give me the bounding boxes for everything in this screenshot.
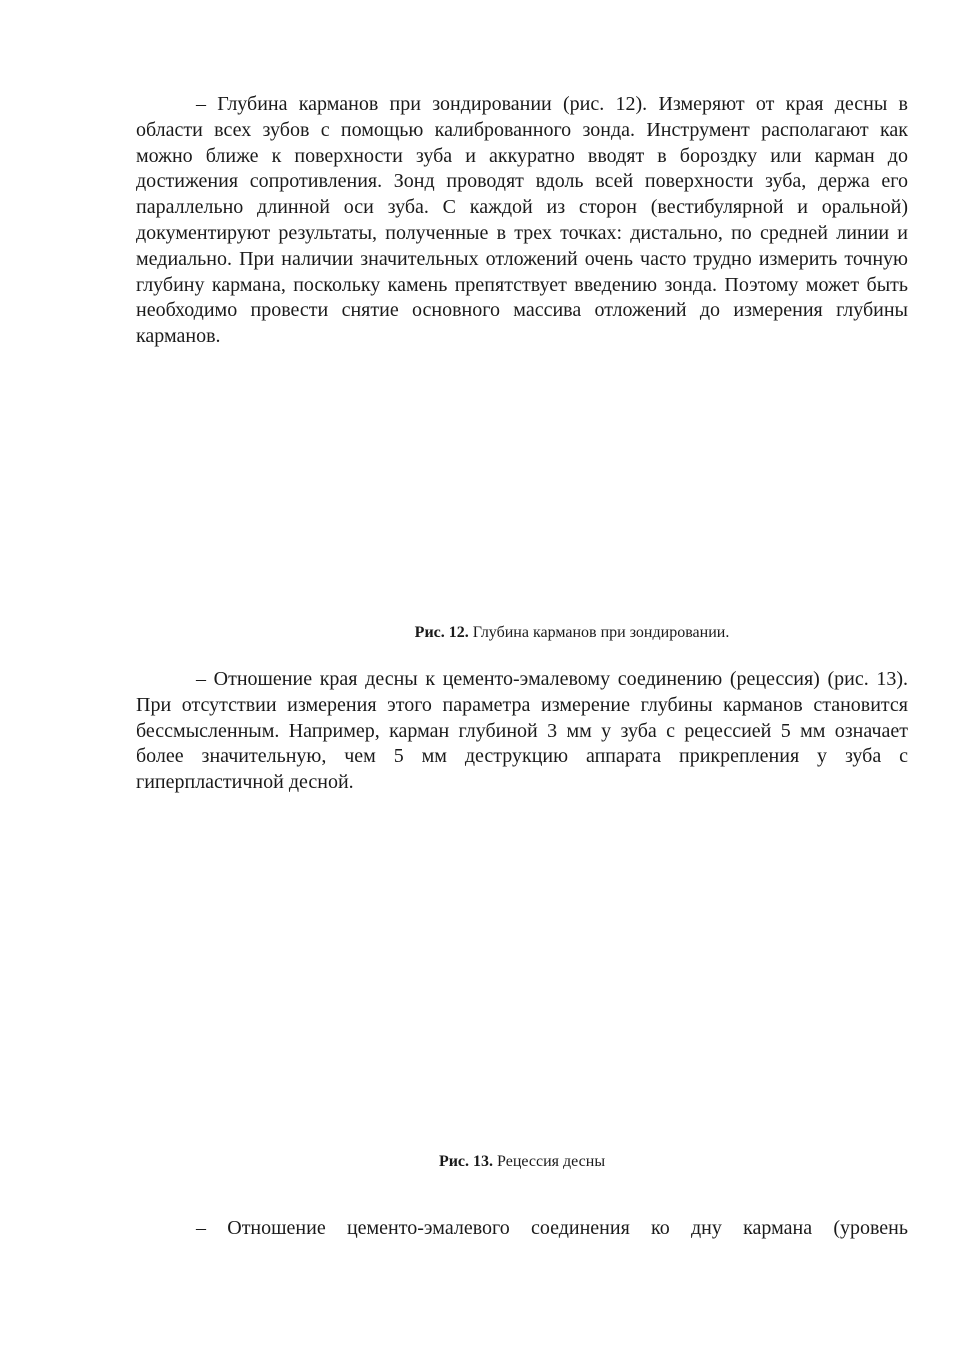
figure-13-placeholder <box>136 805 908 1145</box>
paragraph-attachment-level: – Отношение цементо-эмалевого соединения ко дну кармана (уровень <box>196 1217 908 1239</box>
figure-13-caption <box>136 1152 908 1172</box>
paragraph-pocket-depth: – Глубина карманов при зондировании (рис. 12). Измеряют от края десны в области всех зубов с помощью калиброванного зонда. Инструмент располагают как можно ближе к поверхности зуба и аккуратно вводят в бороздку или карман до достижения сопротивления. Зонд проводят вдоль всей поверхности зуба, держа его параллельно длинной оси зуба. С каждой из сторон (вестибулярной и оральной) документируют результаты, полученные в трех точках: дистально, по средней линии и медиально. При наличии значительных отложений очень часто трудно измерить точную глубину кармана, поскольку камень препятствует введению зонда. Поэтому может быть необходимо провести снятие основного массива отложений до измерения глубины карманов. <box>136 93 908 348</box>
figure-12-label: Рис. 12. <box>414 624 469 641</box>
paragraph-recession: – Отношение края десны к цементо-эмалевому соединению (рецессия) (рис. 13). При отсутствии измерения этого параметра измерение глубины карманов становится бессмысленным. Например, карман глубиной 3 мм у зуба с рецессией 5 мм означает более значительную, чем 5 мм деструкцию аппарата прикрепления у зуба с гиперпластичной десной. <box>136 668 908 794</box>
figure-13-label: Рис. 13. <box>438 1153 494 1170</box>
figure-13-caption-text: Рецессия десны <box>497 1153 606 1170</box>
figure-12-caption-text: Глубина карманов при зондировании. <box>472 624 730 641</box>
figure-12-caption <box>186 623 954 643</box>
figure-12-placeholder <box>136 392 908 612</box>
